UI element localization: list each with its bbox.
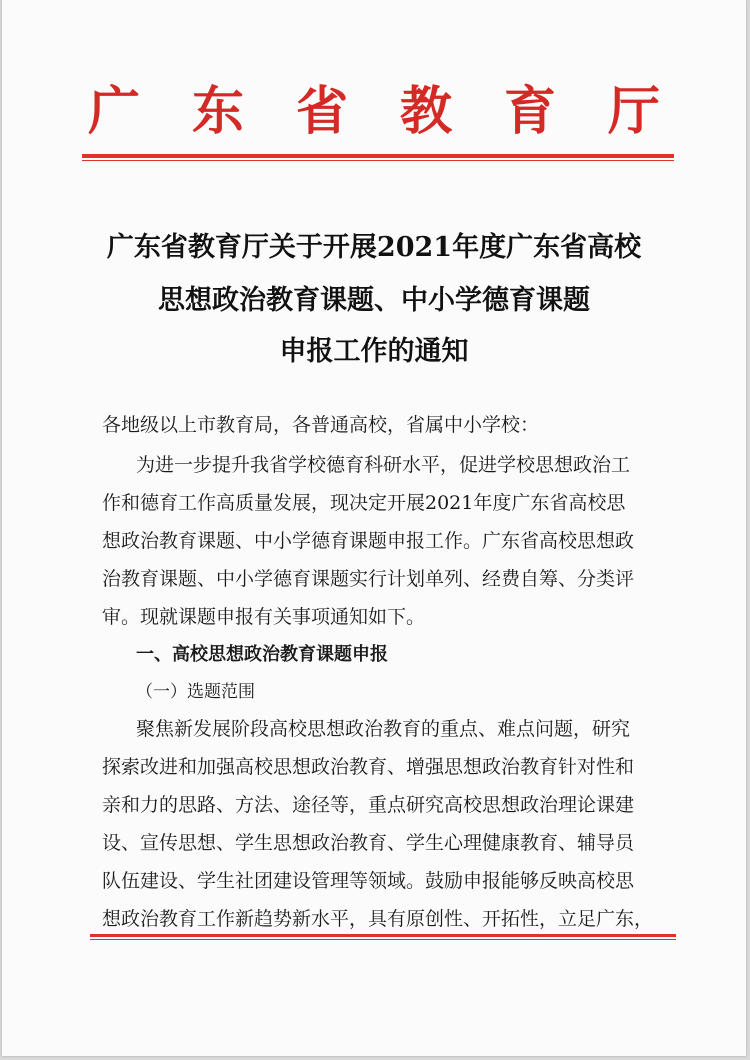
intro-line: 为进一步提升我省学校德育科研水平，促进学校思想政治工 <box>136 454 631 476</box>
footer-red-rule-thin <box>90 939 676 940</box>
intro-line: 治教育课题、中小学德育课题实行计划单列、经费自筹、分类评 <box>102 568 635 590</box>
letterhead-red-rule-thin <box>82 160 674 161</box>
document-title-line-1: 广东省教育厅关于开展2021年度广东省高校 <box>106 232 642 263</box>
subsection-heading: （一）选题范围 <box>136 682 255 702</box>
scope-line: 设、宣传思想、学生思想政治教育、学生心理健康教育、辅导员 <box>102 832 635 854</box>
letterhead-char: 东 <box>191 81 244 142</box>
scope-line: 队伍建设、学生社团建设管理等领域。鼓励申报能够反映高校思 <box>102 870 635 892</box>
intro-line: 想政治教育课题、中小学德育课题申报工作。广东省高校思想政 <box>102 530 635 552</box>
letterhead-char: 教 <box>399 81 452 142</box>
intro-line: 作和德育工作高质量发展，现决定开展2021年度广东省高校思 <box>102 492 626 514</box>
document-page <box>2 0 746 1056</box>
letterhead-char: 省 <box>295 81 348 142</box>
intro-line: 审。现就课题申报有关事项通知如下。 <box>102 606 426 628</box>
scope-line: 想政治教育工作新趋势新水平，具有原创性、开拓性，立足广东， <box>102 908 654 930</box>
letterhead-char: 广 <box>87 81 140 142</box>
scope-line: 亲和力的思路、方法、途径等，重点研究高校思想政治理论课建 <box>102 794 635 816</box>
document-title-line-2: 思想政治教育课题、中小学德育课题 <box>158 285 590 316</box>
agency-letterhead <box>2 82 746 142</box>
letterhead-char: 育 <box>503 81 556 142</box>
letterhead-red-rule <box>82 154 674 158</box>
document-title-line-3: 申报工作的通知 <box>279 336 469 367</box>
letterhead-char: 厅 <box>607 81 660 142</box>
scope-line: 聚焦新发展阶段高校思想政治教育的重点、难点问题，研究 <box>136 718 631 740</box>
salutation: 各地级以上市教育局，各普通高校，省属中小学校： <box>102 414 540 436</box>
scope-line: 探索改进和加强高校思想政治教育、增强思想政治教育针对性和 <box>102 756 635 778</box>
footer-red-rule <box>90 934 676 937</box>
section-heading: 一、高校思想政治教育课题申报 <box>136 644 388 665</box>
